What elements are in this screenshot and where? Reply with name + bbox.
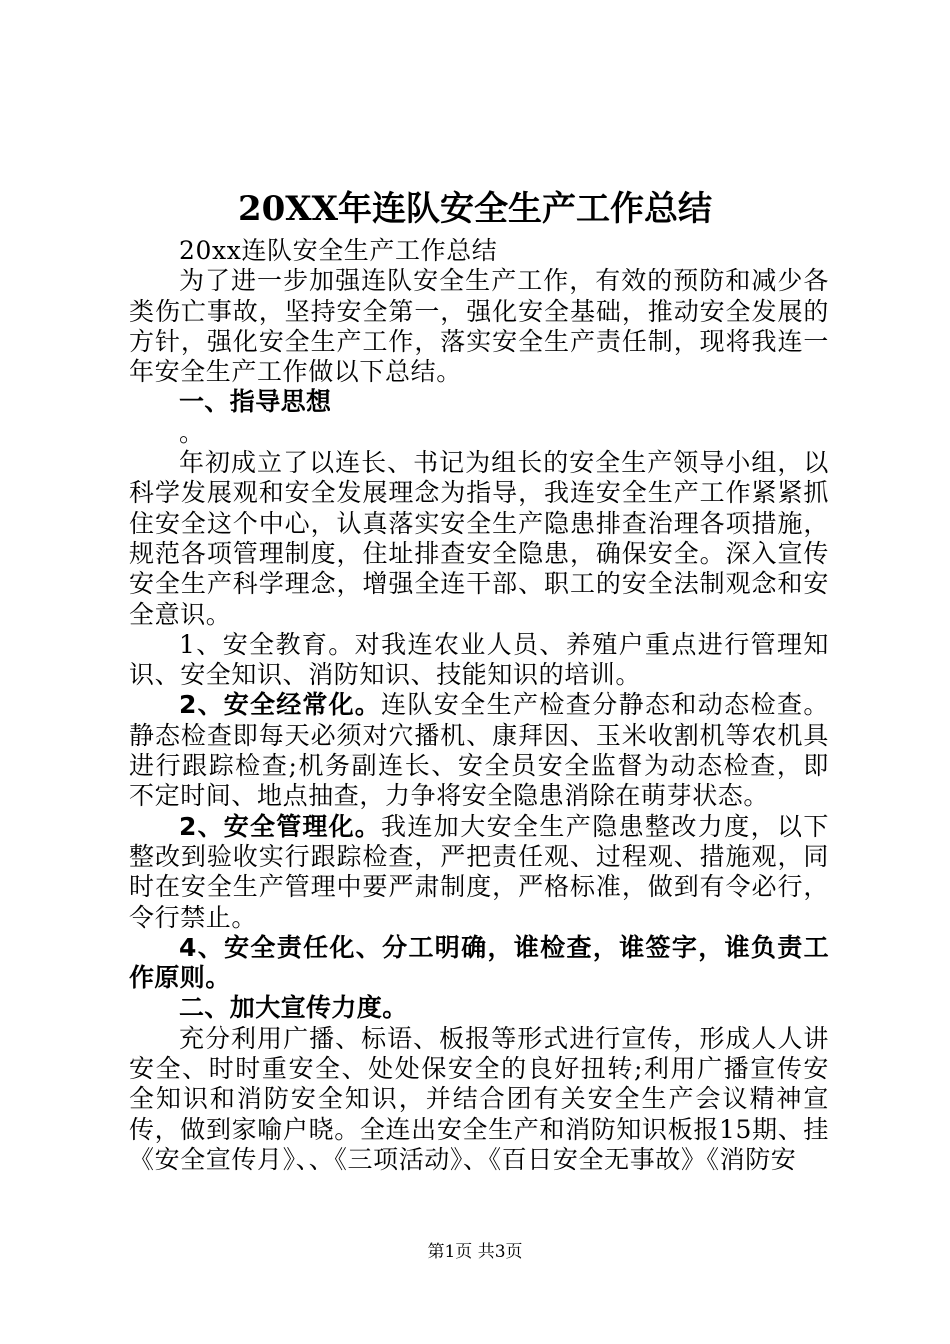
- publicity-paragraph: 充分利用广播、标语、板报等形式进行宣传，形成人人讲安全、时时重安全、处处保安全的良好扭转;利用广播宣传安全知识和消防安全知识，并结合团有关安全生产会议精神宣传，做到家喻户晓。全连出安全生产和消防知识板报15期、挂《安全宣传月》、、《三项活动》、《百日安全无事故》《消防安: [129, 1023, 829, 1174]
- item-safety-routine-text: 连队安全生产检查分静态和动态检查。静态检查即每天必须对穴播机、康拜因、玉米收割机等农机具进行跟踪检查;机务副连长、安全员安全监督为动态检查，即不定时间、地点抽查，力争将安全隐患消除在萌芽状态。: [129, 690, 829, 811]
- item-safety-routine-lead: 2、安全经常化。: [179, 690, 381, 720]
- item-safety-management-text: 我连加大安全生产隐患整改力度，以下整改到验收实行跟踪检查，严把责任观、过程观、措施观，同时在安全生产管理中要严肃制度，严格标准，做到有令必行，令行禁止。: [129, 811, 829, 932]
- item-safety-management: [129, 812, 829, 933]
- document-body: [129, 236, 829, 1175]
- page-footer: 第1页 共3页: [427, 1242, 523, 1262]
- item-safety-management-lead: 2、安全管理化。: [179, 811, 381, 841]
- guiding-ideology-paragraph: 年初成立了以连长、书记为组长的安全生产领导小组，以科学发展观和安全发展理念为指导，我连安全生产工作紧紧抓住安全这个中心，认真落实安全生产隐患排查治理各项措施，规范各项管理制度，住址排查安全隐患，确保安全。深入宣传安全生产科学理念，增强全连干部、职工的安全法制观念和安全意识。: [129, 448, 829, 629]
- document-subtitle: 20xx连队安全生产工作总结: [179, 236, 498, 265]
- page-title: 20XX年连队安全生产工作总结: [237, 189, 713, 229]
- item-safety-education: 1、安全教育。对我连农业人员、养殖户重点进行管理知识、安全知识、消防知识、技能知识的培训。: [129, 629, 829, 690]
- section-heading-publicity: 二、加大宣传力度。: [179, 993, 408, 1023]
- intro-paragraph: 为了进一步加强连队安全生产工作，有效的预防和减少各类伤亡事故，坚持安全第一，强化安全基础，推动安全发展的方针，强化安全生产工作，落实安全生产责任制，现将我连一年安全生产工作做以下总结。: [129, 266, 829, 387]
- item-safety-routine: [129, 690, 829, 811]
- section-mark: 。: [179, 417, 205, 447]
- section-heading-guiding-ideology: 一、指导思想: [179, 387, 332, 417]
- item-safety-responsibility: 4、安全责任化、分工明确，谁检查，谁签字，谁负责工作原则。: [129, 932, 829, 993]
